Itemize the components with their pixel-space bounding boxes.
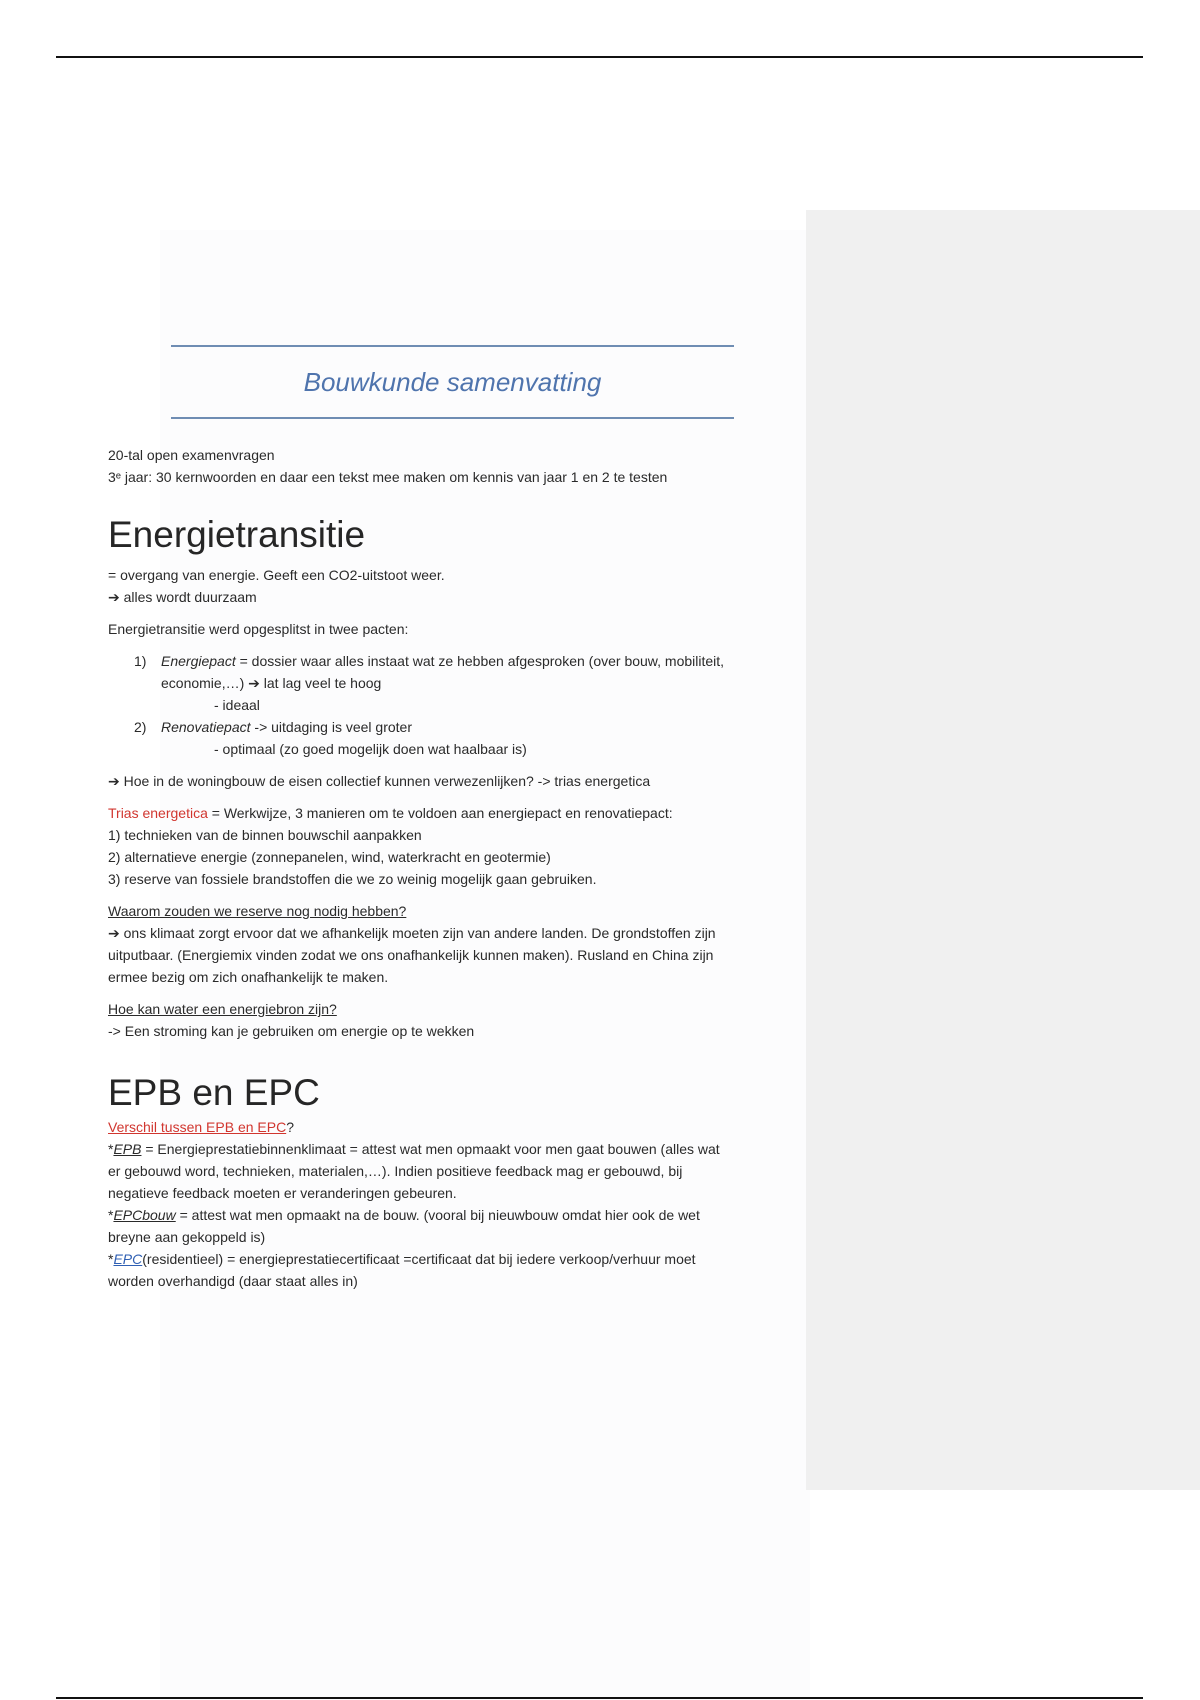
epc-line-2: worden overhandigd (daar staat alles in) [108, 1273, 358, 1289]
list-number: 2) [134, 719, 147, 735]
term-epcbouw: EPCbouw [113, 1207, 176, 1223]
trias-item: 3) reserve van fossiele brandstoffen die we zo weinig mogelijk gaan gebruiken. [108, 871, 597, 887]
sub-item: - optimaal (zo goed mogelijk doen wat haalbaar is) [214, 741, 527, 757]
definition-line: = overgang van energie. Geeft een CO2-uitstoot weer. [108, 567, 445, 583]
answer-1-line-2: uitputbaar. (Energiemix vinden zodat we ons onafhankelijk kunnen maken). Rusland en China zijn [108, 947, 714, 963]
list-item [108, 650, 788, 694]
trias-item: 1) technieken van de binnen bouwschil aanpakken [108, 827, 422, 843]
epb-line-3: negatieve feedback moeten er veranderingen gebeuren. [108, 1185, 457, 1201]
title-rule-bottom [171, 417, 734, 419]
question-1 [108, 900, 788, 922]
pact-text: -> uitdaging is veel groter [250, 719, 412, 735]
arrow-icon: ➔ [108, 925, 120, 941]
epb-question [108, 1116, 788, 1138]
question-2-text: Hoe kan water een energiebron zijn? [108, 1001, 337, 1017]
term-trias: Trias energetica [108, 805, 208, 821]
heading-epb-epc: EPB en EPC [108, 1072, 320, 1113]
arrow-icon: ➔ [108, 589, 124, 605]
footer-rule [56, 1697, 1143, 1699]
epb-line-1: *EPB = Energieprestatiebinnenklimaat = attest wat men opmaakt voor men gaat bouwen (alles wat [108, 1141, 720, 1157]
trias-item: 2) alternatieve energie (zonnepanelen, wind, waterkracht en geotermie) [108, 849, 551, 865]
question-line [108, 770, 788, 792]
question-2 [108, 998, 788, 1020]
list-item [108, 716, 788, 738]
epcbouw-text: = attest wat men opmaakt na de bouw. (vooral bij nieuwbouw omdat hier ook de wet [175, 1207, 700, 1223]
arrow-line-text: alles wordt duurzaam [123, 589, 257, 605]
arrow-line [108, 586, 788, 608]
split-line: Energietransitie werd opgesplitst in twee pacten: [108, 621, 409, 637]
list-number: 1) [134, 653, 147, 669]
question-line-text: Hoe in de woningbouw de eisen collectief kunnen verwezenlijken? -> trias energetica [123, 773, 651, 789]
epcbouw-line-2: breyne aan gekoppeld is) [108, 1229, 266, 1245]
heading-energietransitie: Energietransitie [108, 514, 366, 555]
question-1-text: Waarom zouden we reserve nog nodig hebben? [108, 903, 407, 919]
header-rule [56, 56, 1143, 58]
epc-line-1: *EPC(residentieel) = energieprestatiecertificaat =certificaat dat bij iedere verkoop/verhuur moet [108, 1251, 696, 1267]
intro-line-2: 3ᵉ jaar: 30 kernwoorden en daar een tekst mee maken om kennis van jaar 1 en 2 te testen [108, 469, 668, 485]
trias-def-text: = Werkwijze, 3 manieren om te voldoen aan energiepact en renovatiepact: [207, 805, 673, 821]
answer-1-line-1 [108, 922, 788, 944]
question-mark: ? [286, 1119, 294, 1135]
epb-line-2: er gebouwd word, technieken, materialen,…). Indien positieve feedback mag er gebouwd, bij [108, 1163, 683, 1179]
term-energiepact: Energiepact [161, 653, 236, 669]
document-title: Bouwkunde samenvatting [303, 367, 602, 397]
epb-question-text: Verschil tussen EPB en EPC [108, 1119, 287, 1135]
term-epc-link[interactable]: EPC [113, 1251, 143, 1267]
arrow-icon: ➔ [248, 675, 260, 691]
pact-text: = dossier waar alles instaat wat ze hebben afgesproken (over bouw, mobiliteit, [235, 653, 725, 669]
document-content [108, 444, 788, 1292]
trias-definition [108, 802, 788, 824]
intro-line-1: 20-tal open examenvragen [108, 447, 275, 463]
pact-cont2: lat lag veel te hoog [259, 675, 382, 691]
answer-1-text: ons klimaat zorgt ervoor dat we afhankelijk moeten zijn van andere landen. De grondstoffen zijn [119, 925, 716, 941]
title-block [171, 345, 734, 419]
pact-cont: economie,…) [161, 675, 249, 691]
term-epb: EPB [113, 1141, 142, 1157]
list-item-text [161, 650, 724, 694]
comment-pane [806, 210, 1200, 1490]
epcbouw-line-1: *EPCbouw = attest wat men opmaakt na de bouw. (vooral bij nieuwbouw omdat hier ook de wet [108, 1207, 700, 1223]
epc-text: (residentieel) = energieprestatiecertificaat =certificaat dat bij iedere verkoop/verhuur moet [142, 1251, 696, 1267]
epb-text: = Energieprestatiebinnenklimaat = attest wat men opmaakt voor men gaat bouwen (alles wat [141, 1141, 720, 1157]
arrow-icon: ➔ [108, 773, 124, 789]
sub-item: - ideaal [214, 697, 260, 713]
answer-1-line-3: ermee bezig om zich onafhankelijk te maken. [108, 969, 389, 985]
answer-2: -> Een stroming kan je gebruiken om energie op te wekken [108, 1023, 475, 1039]
list-item-text [161, 716, 412, 738]
term-renovatiepact: Renovatiepact [161, 719, 251, 735]
